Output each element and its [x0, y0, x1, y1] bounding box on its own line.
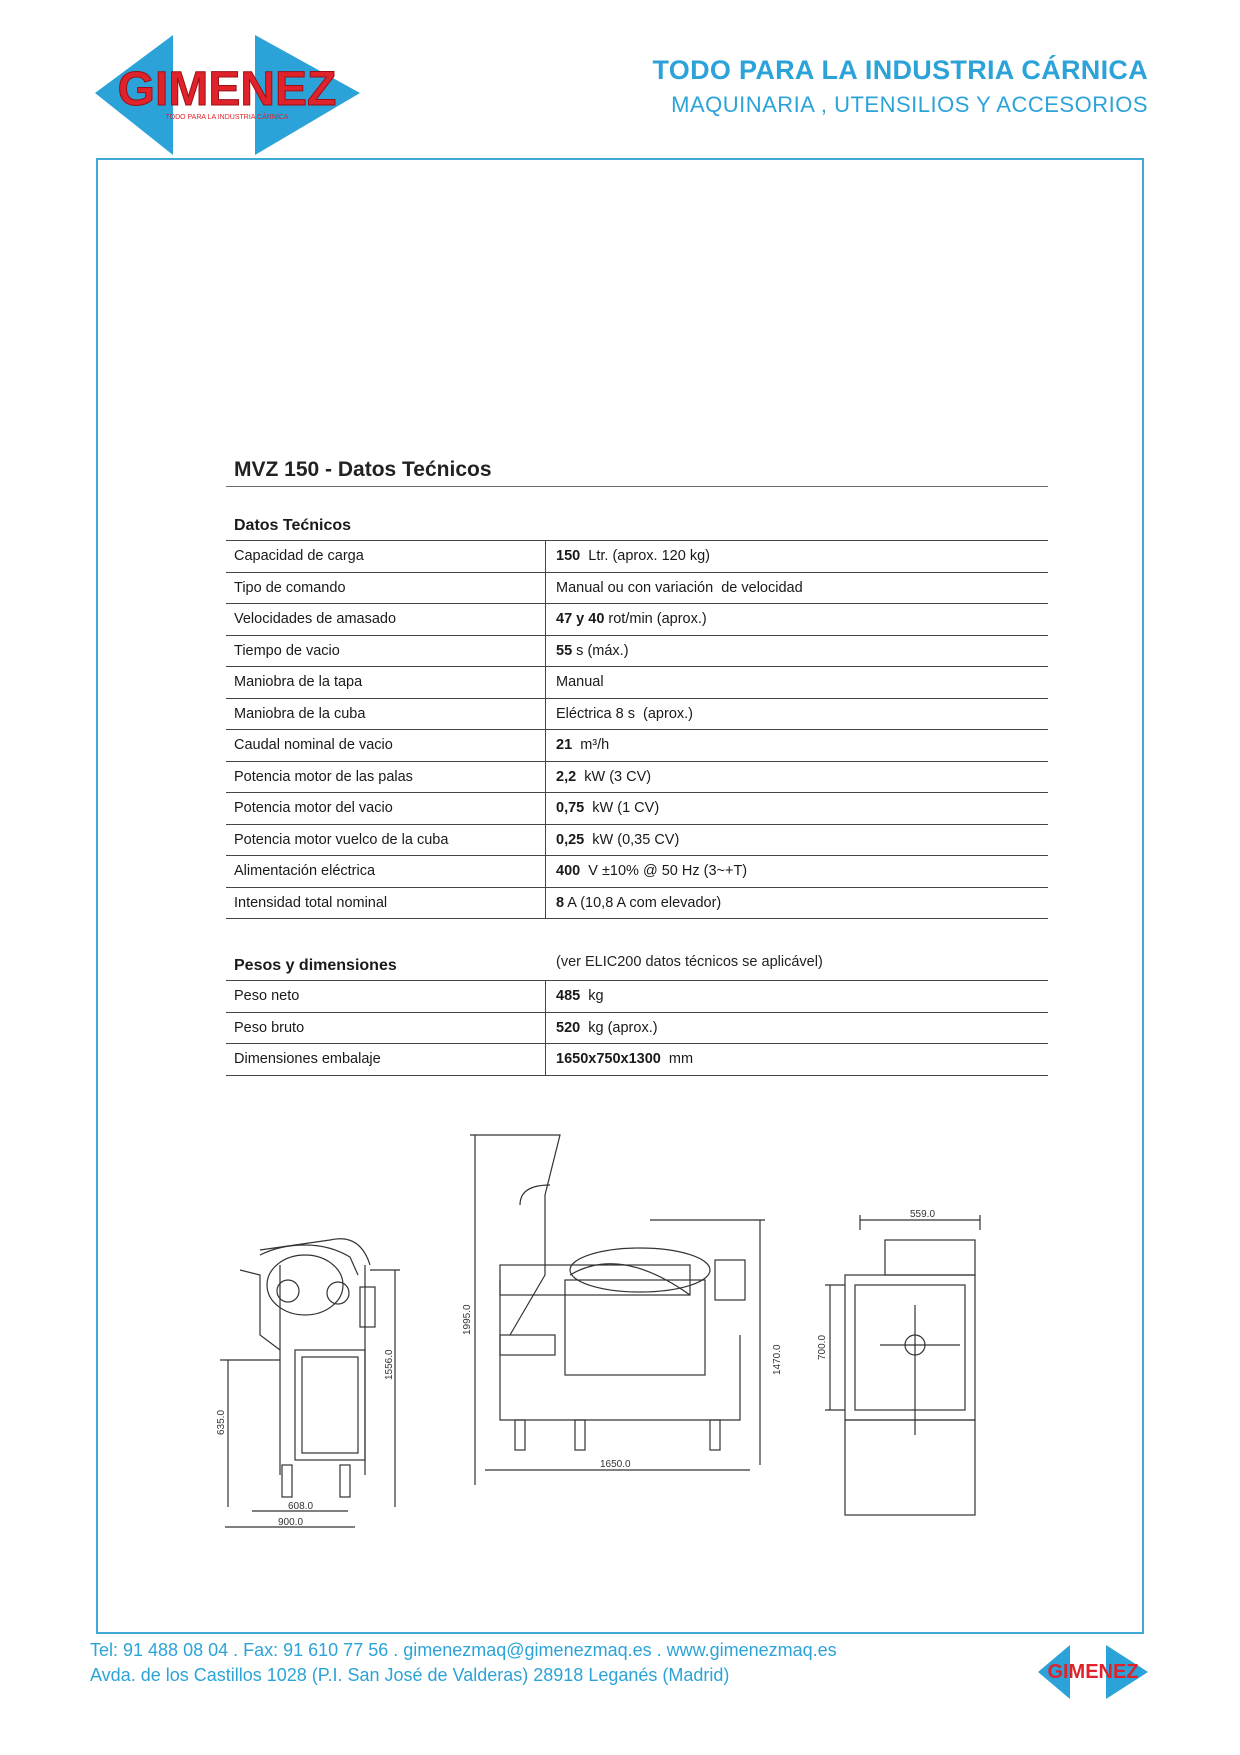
- row-value: [546, 856, 747, 887]
- table-row: [226, 887, 1048, 920]
- row-value-text: kW (0,35 CV): [584, 831, 680, 848]
- row-value: [546, 573, 803, 604]
- dim-side-base: 608.0: [288, 1501, 314, 1512]
- row-value-text: kW (1 CV): [584, 800, 660, 817]
- datos-tecnicos-header: [226, 506, 1048, 540]
- table-row: [226, 855, 1048, 887]
- row-value-text: Eléctrica 8 s (aprox.): [556, 705, 693, 722]
- row-label: Caudal nominal de vacio: [226, 730, 546, 761]
- section-note: (ver ELIC200 datos técnicos se aplicável): [556, 954, 823, 970]
- row-label: Potencia motor vuelco de la cuba: [226, 825, 546, 856]
- row-value-text: Ltr. (aprox. 120 kg): [580, 548, 710, 565]
- row-label: Tiempo de vacio: [226, 636, 546, 667]
- row-value-number: 150: [556, 548, 581, 565]
- side-view-drawing: [216, 1239, 400, 1528]
- row-value-text: m³/h: [572, 737, 610, 754]
- row-value-text: Manual ou con variación de velocidad: [556, 579, 803, 596]
- row-label: Peso neto: [226, 981, 546, 1012]
- row-value-number: 1650x750x1300: [556, 1051, 661, 1068]
- row-value: [546, 604, 707, 635]
- footer-contact: Tel: 91 488 08 04 . Fax: 91 610 77 56 . gimenezmaq@gimenezmaq.es . www.gimenezmaq.es: [90, 1640, 837, 1660]
- dim-front-height-2: 1470.0: [772, 1344, 783, 1375]
- header-tagline: TODO PARA LA INDUSTRIA CÁRNICA: [652, 55, 1148, 85]
- table-row: [226, 792, 1048, 824]
- section-heading: Pesos y dimensiones: [234, 957, 397, 974]
- table-row: [226, 572, 1048, 604]
- row-value-text: rot/min (aprox.): [604, 611, 707, 628]
- document-title: MVZ 150 - Datos Tećnicos: [234, 458, 492, 481]
- row-value: [546, 762, 651, 793]
- row-value-text: s (máx.): [572, 642, 629, 659]
- front-view-drawing: [462, 1135, 783, 1485]
- datos-tecnicos-table: [226, 506, 1048, 919]
- footer-address: Avda. de los Castillos 1028 (P.I. San José de Valderas) 28918 Leganés (Madrid): [90, 1665, 730, 1685]
- row-value: [546, 541, 710, 572]
- row-label: Tipo de comando: [226, 573, 546, 604]
- table-row: [226, 666, 1048, 698]
- row-label: Capacidad de carga: [226, 541, 546, 572]
- dim-side-width: 900.0: [278, 1517, 304, 1528]
- row-label: Potencia motor del vacio: [226, 793, 546, 824]
- row-value: [546, 667, 604, 698]
- row-value-text: V ±10% @ 50 Hz (3~+T): [580, 863, 748, 880]
- dim-top-depth: 700.0: [817, 1334, 828, 1360]
- gimenez-logo: [95, 35, 360, 155]
- row-label: Potencia motor de las palas: [226, 762, 546, 793]
- row-label: Velocidades de amasado: [226, 604, 546, 635]
- table-row: [226, 761, 1048, 793]
- row-value-text: Manual: [556, 674, 604, 691]
- row-value-text: mm: [660, 1051, 694, 1068]
- title-divider: [226, 486, 1048, 487]
- svg-text:TODO PARA LA INDUSTRIA CÁRNICA: TODO PARA LA INDUSTRIA CÁRNICA: [165, 114, 289, 121]
- row-value-number: 55: [556, 642, 573, 659]
- table-row: [226, 603, 1048, 635]
- row-value: [546, 793, 659, 824]
- section-heading: Datos Tećnicos: [234, 517, 352, 534]
- row-value: [546, 888, 721, 919]
- row-value-number: 400: [556, 863, 581, 880]
- row-value: [546, 699, 693, 730]
- row-value: [546, 825, 679, 856]
- dim-side-total-height: 1556.0: [384, 1349, 395, 1380]
- row-value-text: A (10,8 A com elevador): [564, 894, 722, 911]
- row-label: Alimentación eléctrica: [226, 856, 546, 887]
- table-row: [226, 635, 1048, 667]
- svg-text:GIMENEZ: GIMENEZ: [117, 63, 337, 116]
- dim-side-height: 635.0: [216, 1409, 227, 1435]
- header-subtagline: MAQUINARIA , UTENSILIOS Y ACCESORIOS: [671, 92, 1148, 117]
- top-view-drawing: [817, 1209, 980, 1515]
- row-value-number: 47 y 40: [556, 611, 605, 628]
- gimenez-logo-small: [1038, 1645, 1148, 1699]
- row-value-number: 0,25: [556, 831, 585, 848]
- row-value-number: 0,75: [556, 800, 585, 817]
- row-label: Maniobra de la cuba: [226, 699, 546, 730]
- technical-drawings: [216, 1135, 1040, 1528]
- row-value: [546, 1044, 693, 1075]
- row-value-number: 8: [556, 894, 565, 911]
- row-value: [546, 636, 629, 667]
- row-value-number: 520: [556, 1019, 581, 1036]
- row-value-text: kg (aprox.): [580, 1019, 658, 1036]
- table-row: [226, 729, 1048, 761]
- row-value-text: kW (3 CV): [576, 768, 652, 785]
- row-label: Dimensiones embalaje: [226, 1044, 546, 1075]
- row-label: Peso bruto: [226, 1013, 546, 1044]
- dim-front-width: 1650.0: [600, 1459, 631, 1470]
- table-row: [226, 980, 1048, 1012]
- row-value: [546, 981, 604, 1012]
- pesos-table: [226, 946, 1048, 1076]
- dim-front-height: 1995.0: [462, 1304, 473, 1335]
- table-row: [226, 698, 1048, 730]
- table-row: [226, 824, 1048, 856]
- row-value-number: 21: [556, 737, 573, 754]
- row-label: Maniobra de la tapa: [226, 667, 546, 698]
- row-label: Intensidad total nominal: [226, 888, 546, 919]
- row-value-number: 485: [556, 988, 581, 1005]
- table-row: [226, 1043, 1048, 1076]
- dim-top-width: 559.0: [910, 1209, 936, 1220]
- row-value: [546, 730, 609, 761]
- row-value-text: kg: [580, 988, 604, 1005]
- svg-text:GIMENEZ: GIMENEZ: [1047, 1661, 1139, 1683]
- table-row: [226, 1012, 1048, 1044]
- row-value: [546, 1013, 658, 1044]
- pesos-header: [226, 946, 1048, 980]
- row-value-number: 2,2: [556, 768, 577, 785]
- table-row: [226, 540, 1048, 572]
